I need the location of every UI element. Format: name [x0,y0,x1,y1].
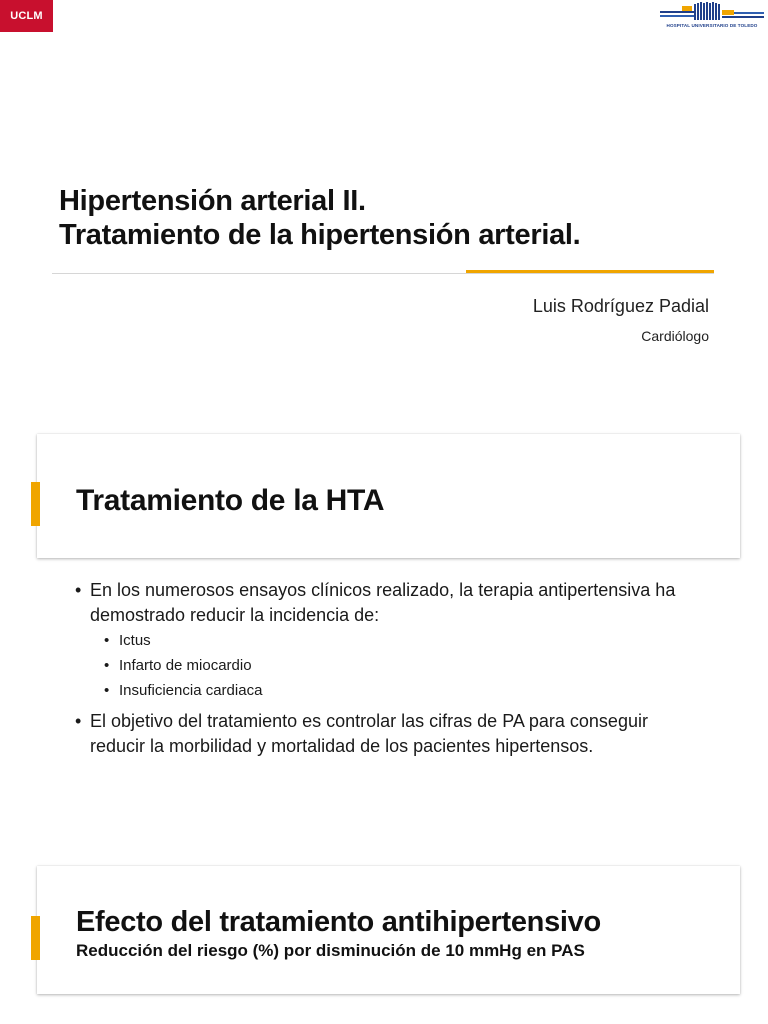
uclm-logo-text: UCLM [10,10,43,22]
section-card-effect [37,866,740,994]
title-line-1: Hipertensión arterial II. [59,185,366,217]
hospital-building-icon [660,2,764,24]
section-card-treatment [37,434,740,558]
hospital-logo [660,2,764,32]
section-heading: Tratamiento de la HTA [76,484,385,517]
hospital-logo-text: HOSPITAL UNIVERSITARIO DE TOLEDO [666,23,758,28]
bullet-item: • En los numerosos ensayos clínicos realizado, la terapia antipertensiva ha demostrado reducir la incidencia de: [73,578,693,628]
sub-bullet-item: • Infarto de miocardio [73,653,693,678]
author-role: Cardiólogo [641,328,709,344]
page-title [59,184,580,252]
author-name: Luis Rodríguez Padial [532,296,709,316]
section-subheading: Reducción del riesgo (%) por disminución de 10 mmHg en PAS [76,941,585,960]
bullet-item: • El objetivo del tratamiento es controlar las cifras de PA para conseguir reducir la morbilidad y mortalidad de los pacientes hipertensos. [73,709,693,759]
section-accent-bar [31,482,40,526]
section-heading: Efecto del tratamiento antihipertensivo [76,906,601,938]
sub-bullet-item: • Insuficiencia cardiaca [73,678,693,703]
bullet-list [73,578,693,759]
section-accent-bar [31,916,40,960]
title-line-2: Tratamiento de la hipertensión arterial. [59,219,581,251]
sub-bullet-item: • Ictus [73,628,693,653]
uclm-logo [0,0,53,32]
title-accent-line [466,270,714,273]
title-divider [52,273,714,274]
